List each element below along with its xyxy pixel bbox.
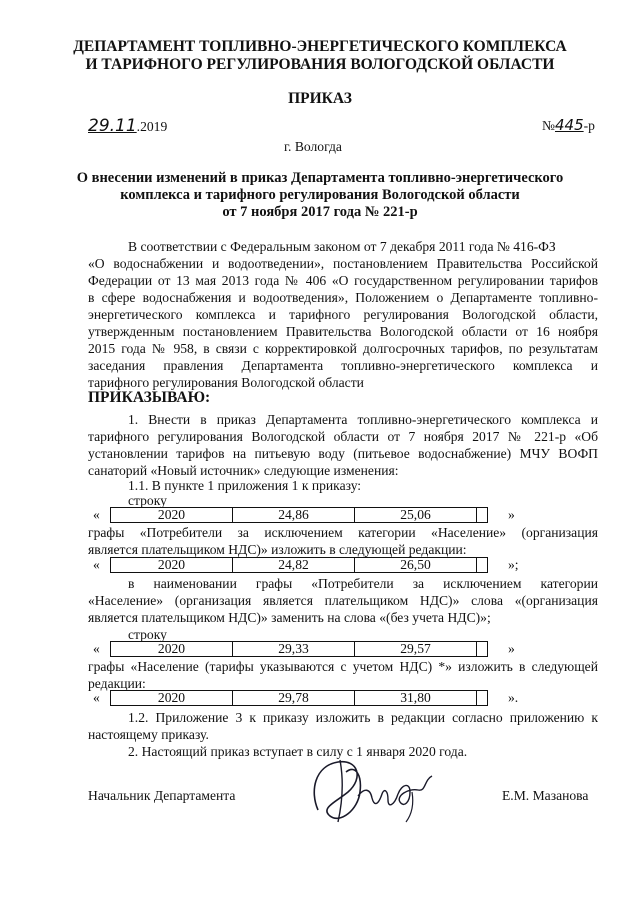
tariff-row-2 — [93, 557, 533, 574]
order-title-line1: О внесении изменений в приказ Департамента топливно-энергетического — [76, 170, 564, 186]
row1-open-quote: « — [93, 507, 100, 522]
tariff-row-1 — [93, 507, 533, 524]
preamble-line-8: тарифного регулирования Вологодской области — [88, 375, 364, 390]
row3-value-1: 29,33 — [233, 642, 355, 657]
row4-year: 2020 — [111, 691, 233, 706]
preamble-line-0: В соответствии с Федеральным законом от 7 декабря 2011 года № 416-ФЗ — [128, 239, 556, 254]
row1-close-quote: » — [508, 507, 515, 522]
row1-value-2: 25,06 — [355, 508, 477, 523]
sub-item-1-1: 1.1. В пункте 1 приложения 1 к приказу: — [128, 478, 362, 493]
row4-value-2: 31,80 — [355, 691, 477, 706]
item-2: 2. Настоящий приказ вступает в силу с 1 января 2020 года. — [128, 744, 468, 759]
row2-close-quote: »; — [508, 557, 519, 572]
row4-open-quote: « — [93, 690, 100, 705]
preamble-line-6: 2015 года № 958, в связи с корректировкой долгосрочных тарифов, по результатам — [88, 341, 598, 356]
order-title-line2: комплекса и тарифного регулирования Вологодской области — [120, 187, 520, 203]
date-year: .2019 — [136, 119, 168, 134]
para-b-line-1: «Население» (организация является плательщиком НДС)» слова «(организация — [88, 593, 598, 608]
order-title-line3: от 7 ноября 2017 года № 221-р — [222, 204, 418, 220]
para-a-line-1: является плательщиком НДС)» изложить в следующей редакции: — [88, 542, 467, 557]
document-number — [542, 116, 595, 135]
row3-table — [110, 641, 488, 657]
item1-line-2: установлении тарифов на питьевую воду (питьевое водоснабжение) МЧУ ВОФП — [88, 446, 598, 461]
sub-item-1-2-line-0: 1.2. Приложение 3 к приказу изложить в редакции согласно приложению к — [128, 710, 598, 725]
handwritten-number: 445 — [554, 116, 584, 134]
row3-open-quote: « — [93, 641, 100, 656]
preamble-line-1: «О водоснабжении и водоотведении», постановлением Правительства Российской — [88, 256, 598, 271]
signatory-name: Е.М. Мазанова — [502, 788, 589, 803]
row4-close-quote: ». — [508, 690, 519, 705]
para-c-line-1: редакции: — [88, 676, 146, 691]
handwritten-date: 29.11 — [88, 116, 137, 136]
preamble-line-2: Федерации от 13 мая 2013 года № 406 «О государственном регулировании тарифов — [88, 273, 598, 288]
row4-value-1: 29,78 — [233, 691, 355, 706]
handwritten-signature — [300, 752, 450, 827]
item1-line-1: тарифного регулирования Вологодской области от 7 ноября 2017 № 221-р «Об — [88, 429, 598, 444]
tariff-row-3 — [93, 641, 533, 658]
number-suffix: -р — [583, 118, 595, 133]
row1-table — [110, 507, 488, 523]
item1-line-0: 1. Внести в приказ Департамента топливно-энергетического комплекса и — [128, 412, 598, 427]
signatory-position: Начальник Департамента — [88, 788, 236, 803]
document-date — [88, 116, 167, 136]
row3-year: 2020 — [111, 642, 233, 657]
order-word: ПРИКАЗЫВАЮ: — [88, 389, 211, 406]
preamble-line-4: энергетического комплекса и тарифного регулирования Вологодской области, — [88, 307, 598, 322]
para-b-line-0: в наименовании графы «Потребители за исключением категории — [128, 576, 598, 591]
department-name-line1: ДЕПАРТАМЕНТ ТОПЛИВНО-ЭНЕРГЕТИЧЕСКОГО КОМПЛЕКСА — [73, 38, 567, 55]
row2-table — [110, 557, 488, 573]
row2-value-1: 24,82 — [233, 558, 355, 573]
para-a-line-0: графы «Потребители за исключением категории «Население» (организация — [88, 525, 598, 540]
row3-empty-cell — [477, 642, 488, 657]
stroku-label-2: строку — [128, 627, 167, 642]
item1-line-3: санаторий «Новый источник» следующие изменения: — [88, 463, 399, 478]
row2-open-quote: « — [93, 557, 100, 572]
para-c-line-0: графы «Население (тарифы указываются с учетом НДС) *» изложить в следующей — [88, 659, 598, 674]
stroku-label-1: строку — [128, 493, 167, 508]
row4-empty-cell — [477, 691, 488, 706]
row1-year: 2020 — [111, 508, 233, 523]
para-b-line-2: является плательщиком НДС)» заменить на слова «(без учета НДС)»; — [88, 610, 491, 625]
row2-value-2: 26,50 — [355, 558, 477, 573]
sub-item-1-2-line-1: настоящему приказу. — [88, 727, 209, 742]
row3-value-2: 29,57 — [355, 642, 477, 657]
preamble-line-5: утвержденным постановлением Правительства Вологодской области от 16 ноября — [88, 324, 598, 339]
row1-value-1: 24,86 — [233, 508, 355, 523]
tariff-row-4 — [93, 690, 533, 707]
department-name-line2: И ТАРИФНОГО РЕГУЛИРОВАНИЯ ВОЛОГОДСКОЙ ОБЛАСТИ — [85, 56, 555, 73]
row3-close-quote: » — [508, 641, 515, 656]
preamble-line-3: в сфере водоснабжения и водоотведения», Положением о Департаменте топливно- — [88, 290, 598, 305]
preamble-line-7: заседания правления Департамента топливно-энергетического комплекса и — [88, 358, 598, 373]
row2-empty-cell — [477, 558, 488, 573]
row4-table — [110, 690, 488, 706]
number-prefix: № — [542, 118, 555, 133]
city: г. Вологда — [284, 139, 342, 154]
row2-year: 2020 — [111, 558, 233, 573]
row1-empty-cell — [477, 508, 488, 523]
document-type: ПРИКАЗ — [288, 90, 352, 107]
